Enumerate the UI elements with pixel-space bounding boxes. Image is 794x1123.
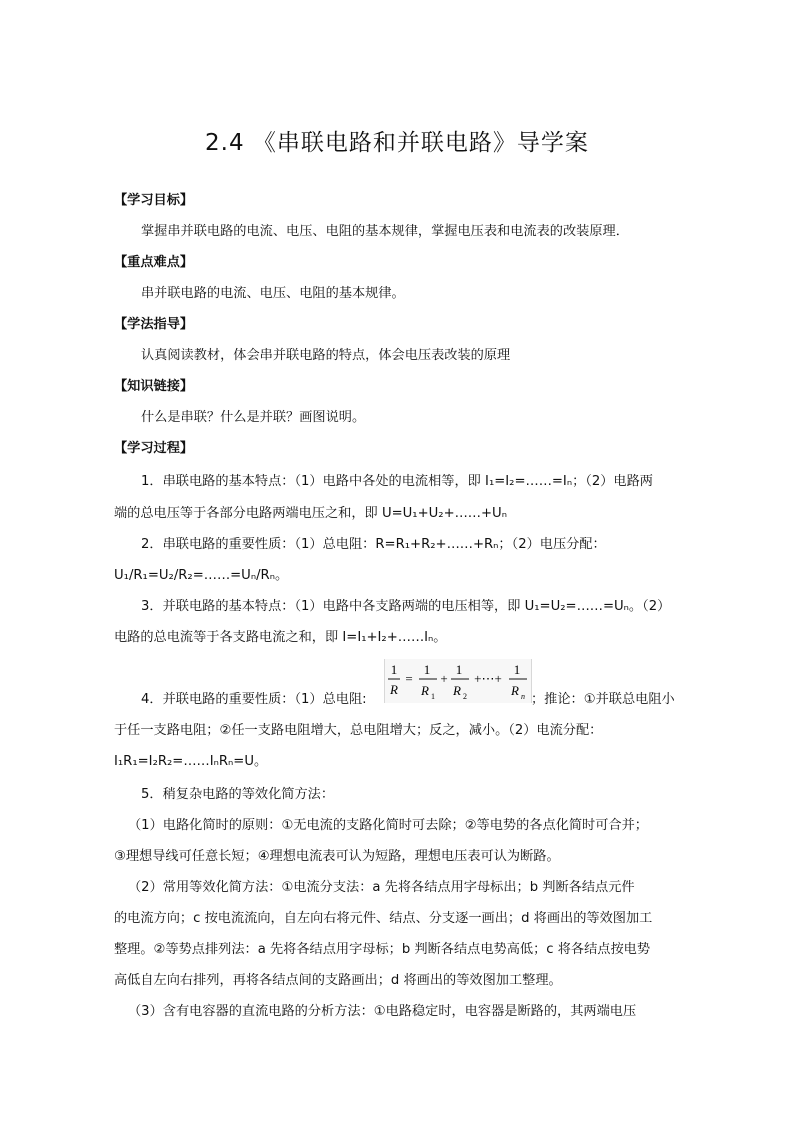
item1-line2: 端的总电压等于各部分电路两端电压之和，即 U=U₁+U₂+……+Uₙ (114, 506, 507, 521)
parallel-resistance-formula (384, 659, 532, 703)
item4-line1-start: 4．并联电路的重要性质：（1）总电阻: (141, 692, 367, 707)
key-text: 串并联电路的电流、电压、电阻的基本规律。 (141, 286, 405, 301)
item5-3-line1: （3）含有电容器的直流电路的分析方法：①电路稳定时，电容器是断路的，其两端电压 (128, 1004, 637, 1019)
formula-t2-denominator: R (453, 683, 461, 698)
formula-t1-denominator: R (421, 683, 429, 698)
page-title: 2.4 《串联电路和并联电路》导学案 (205, 130, 589, 156)
formula-tn-numerator: 1 (513, 662, 521, 677)
item5-2-line2: 的电流方向；c 按电流流向，自左向右将元件、结点、分支逐一画出；d 将画出的等效图加工 (114, 911, 653, 926)
key-heading: 【重点难点】 (114, 255, 194, 270)
item2-line2: U₁/R₁=U₂/R₂=……=Uₙ/Rₙ。 (114, 568, 289, 583)
link-heading: 【知识链接】 (114, 379, 194, 394)
formula-lhs-numerator: 1 (390, 662, 398, 677)
formula-t1-subscript: 1 (431, 692, 435, 701)
formula-equals: = (405, 671, 413, 686)
goal-heading: 【学习目标】 (114, 193, 194, 208)
process-heading: 【学习过程】 (114, 441, 194, 456)
item5-2-line4: 高低自左向右排列，再将各结点间的支路画出；d 将画出的等效图加工整理。 (114, 973, 562, 988)
formula-tn-denominator: R (511, 683, 519, 698)
goal-text: 掌握串并联电路的电流、电压、电阻的基本规律，掌握电压表和电流表的改装原理． (141, 224, 629, 239)
link-text: 什么是串联？什么是并联？画图说明。 (141, 410, 366, 425)
item5-2-line3: 整理。②等势点排列法：a 先将各结点用字母标；b 判断各结点电势高低；c 将各结点按电势 (114, 942, 651, 957)
item3-line1: 3．并联电路的基本特点：（1）电路中各支路两端的电压相等，即 U₁=U₂=……=Uₙ。（2） (141, 599, 671, 614)
formula-plus-dots: +⋯+ (474, 671, 502, 686)
item5-1-line1: （1）电路化简时的原则：①无电流的支路化简时可去除；②等电势的各点化简时可合并； (128, 818, 648, 833)
item4-line2: 于任一支路电阻；②任一支路电阻增大，总电阻增大；反之，减小。（2）电流分配： (114, 723, 603, 738)
item5-line1: 5．稍复杂电路的等效化简方法： (141, 787, 335, 802)
item5-1-line2: ③理想导线可任意长短；④理想电流表可认为短路，理想电压表可认为断路。 (114, 849, 560, 864)
formula-t2-subscript: 2 (463, 692, 467, 701)
formula-t1-numerator: 1 (423, 662, 431, 677)
item4-line3: I₁R₁=I₂R₂=……IₙRₙ=U。 (114, 754, 268, 769)
item2-line1: 2．串联电路的重要性质：（1）总电阻：R=R₁+R₂+……+Rₙ；（2）电压分配： (141, 537, 606, 552)
item3-line2: 电路的总电流等于各支路电流之和，即 I=I₁+I₂+……Iₙ。 (114, 630, 447, 645)
method-text: 认真阅读教材，体会串并联电路的特点，体会电压表改装的原理 (141, 348, 511, 363)
item1-line1: 1．串联电路的基本特点：（1）电路中各处的电流相等，即 I₁=I₂=……=Iₙ；（2）电路两 (141, 474, 653, 489)
item5-2-line1: （2）常用等效化简方法：①电流分支法：a 先将各结点用字母标出；b 判断各结点元件 (128, 880, 635, 895)
formula-lhs-denominator: R (390, 682, 398, 697)
formula-tn-subscript: n (521, 692, 525, 701)
formula-plus-1: + (440, 671, 448, 686)
formula-t2-numerator: 1 (455, 662, 463, 677)
item4-line1-end: ；推论：①并联总电阻小 (531, 692, 675, 707)
method-heading: 【学法指导】 (114, 317, 194, 332)
